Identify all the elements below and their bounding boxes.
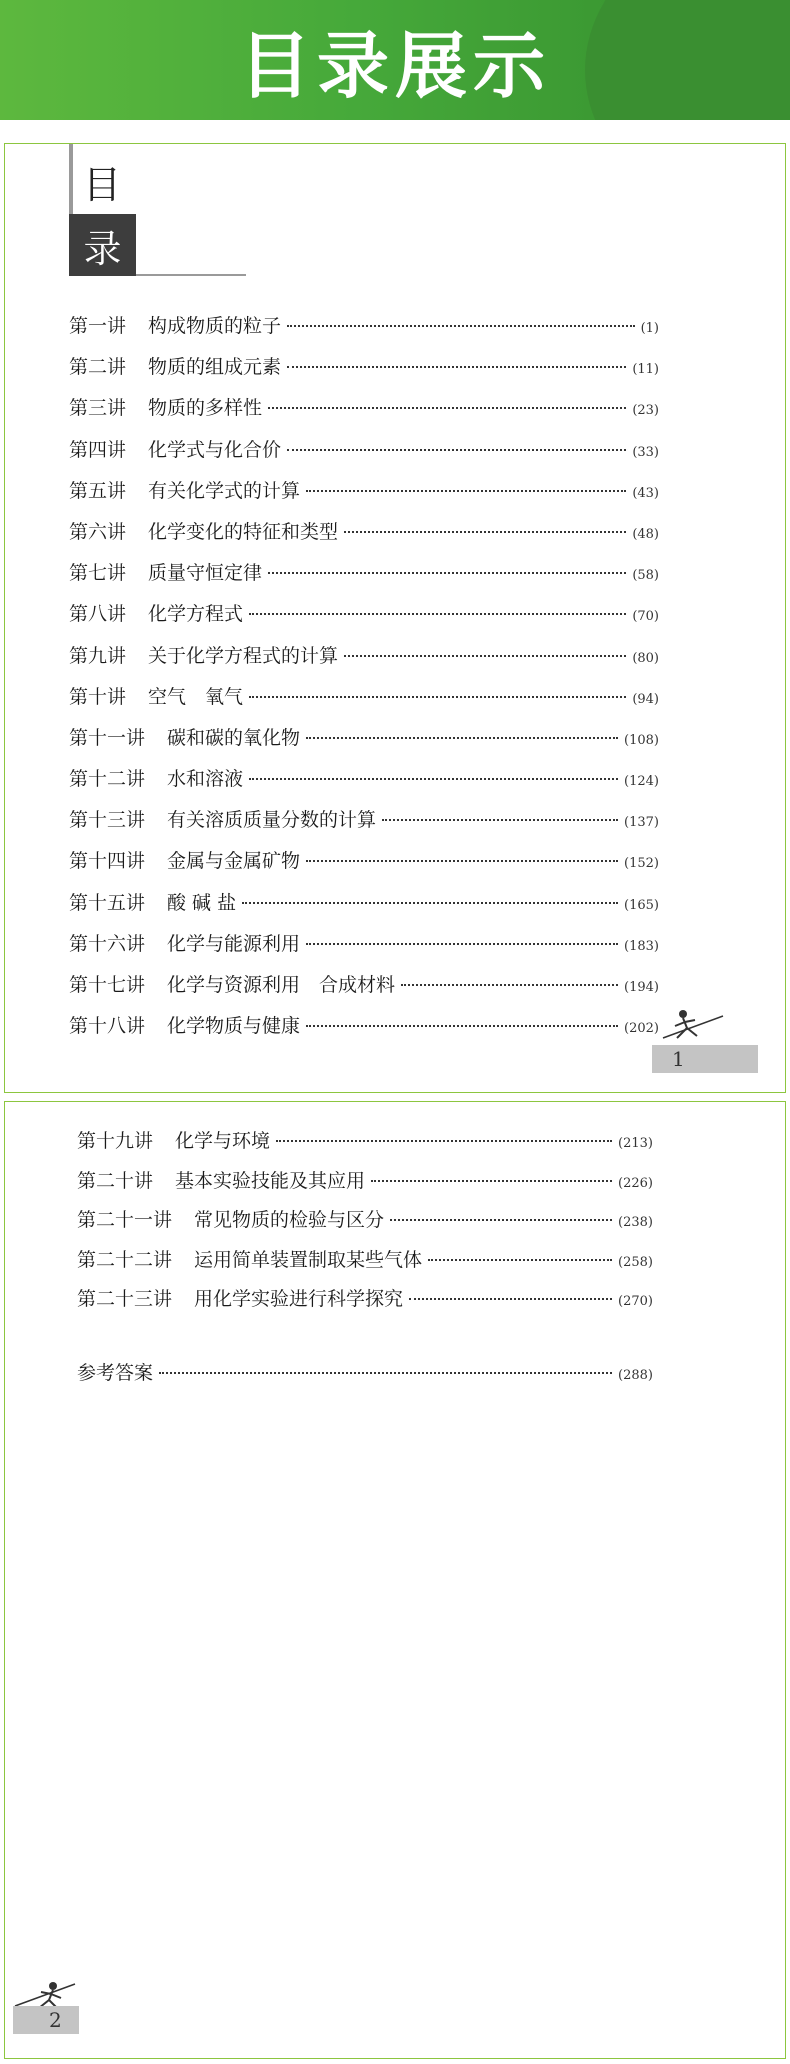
lecture-number: 第二十一讲: [77, 1209, 173, 1232]
lecture-title: 关于化学方程式的计算: [148, 644, 339, 667]
lecture-number: 第五讲: [69, 479, 127, 502]
toc-entry[interactable]: [69, 512, 659, 553]
page-ref: (70): [632, 609, 659, 625]
toc-entry-answers[interactable]: [77, 1354, 653, 1394]
javelin-thrower-icon: [661, 1004, 725, 1044]
lecture-title: 化学变化的特征和类型: [148, 520, 339, 543]
toc-entry[interactable]: [69, 636, 659, 677]
lecture-number: 第十九讲: [77, 1130, 154, 1152]
dot-leader: [306, 737, 618, 739]
toc-heading-lu: [69, 214, 136, 276]
lecture-number: 第十讲: [69, 685, 127, 708]
toc-entry[interactable]: [77, 1241, 653, 1281]
toc-heading-mu: 目: [83, 163, 122, 207]
page-ref: (152): [624, 856, 659, 872]
page-ref: (1): [640, 321, 659, 336]
dot-leader: [371, 1180, 612, 1182]
lecture-title: 空气 氧气: [148, 685, 244, 708]
lecture-number: 第七讲: [69, 562, 127, 585]
banner-title: 目录展示: [238, 24, 551, 108]
toc-entry[interactable]: [69, 677, 659, 718]
dot-leader: [306, 1025, 618, 1027]
lecture-title: 化学与资源利用 合成材料: [167, 974, 396, 996]
toc-entry[interactable]: [69, 594, 659, 635]
dot-leader: [249, 613, 626, 615]
page-ref: (80): [632, 650, 659, 666]
page-ref: (23): [632, 403, 659, 419]
page-ref: (58): [632, 568, 659, 584]
lecture-number: 第十一讲: [69, 726, 146, 749]
toc-entry[interactable]: [69, 718, 659, 759]
toc-entry[interactable]: [77, 1162, 653, 1202]
page-ref: (165): [624, 897, 659, 913]
dot-leader: [159, 1372, 612, 1374]
dot-leader: [401, 984, 618, 986]
lecture-title: 有关溶质质量分数的计算: [167, 809, 377, 832]
lecture-title: 有关化学式的计算: [148, 479, 301, 502]
toc-entry[interactable]: [69, 1006, 659, 1047]
toc-entry[interactable]: [69, 388, 659, 429]
dot-leader: [268, 407, 626, 409]
lecture-number: 第十三讲: [69, 809, 146, 832]
page-ref: (288): [618, 1367, 653, 1383]
lecture-number: 第二十二讲: [77, 1248, 173, 1271]
toc-entry[interactable]: [69, 924, 659, 965]
toc-entry[interactable]: [69, 471, 659, 512]
lecture-title: 金属与金属矿物: [167, 850, 301, 873]
page-ref: (137): [624, 815, 659, 831]
lecture-number: 第十二讲: [69, 768, 146, 791]
toc-entry[interactable]: [77, 1122, 653, 1162]
dot-leader: [306, 490, 626, 492]
dot-leader: [344, 655, 626, 657]
lecture-title: 化学与能源利用: [167, 932, 301, 955]
lecture-number: 第十六讲: [69, 932, 146, 955]
dot-leader: [306, 943, 618, 945]
dot-leader: [382, 819, 618, 821]
toc-entry[interactable]: [69, 347, 659, 388]
dot-leader: [390, 1219, 612, 1221]
page-number: 1: [652, 1045, 758, 1073]
lecture-title: 用化学实验进行科学探究: [194, 1288, 404, 1311]
toc-entry[interactable]: [69, 841, 659, 882]
dot-leader: [287, 325, 635, 327]
lecture-number: 第十七讲: [69, 974, 146, 996]
toc-entry[interactable]: [69, 306, 659, 347]
page-ref: (124): [624, 774, 659, 790]
dot-leader: [242, 902, 618, 904]
toc-entry[interactable]: [69, 965, 659, 1006]
dot-leader: [249, 696, 626, 698]
page-ref: (33): [632, 444, 659, 460]
toc-entry[interactable]: [77, 1280, 653, 1320]
page-ref: (94): [632, 691, 659, 707]
lecture-number: 第八讲: [69, 603, 127, 626]
page-ref: (202): [624, 1021, 659, 1037]
lecture-title: 质量守恒定律: [148, 562, 263, 585]
lecture-title: 物质的组成元素: [148, 356, 282, 379]
toc-entry[interactable]: [69, 553, 659, 594]
toc-entry[interactable]: [69, 883, 659, 924]
dot-leader: [287, 449, 626, 451]
toc-heading-lu-text: 录: [83, 226, 122, 271]
toc-entry[interactable]: [77, 1201, 653, 1241]
page-number: 2: [13, 2006, 79, 2034]
lecture-number: 第九讲: [69, 644, 127, 667]
page-ref: (238): [618, 1215, 653, 1231]
toc-list: [77, 1122, 653, 1394]
lecture-title: 化学方程式: [148, 603, 244, 626]
lecture-number: 第十四讲: [69, 850, 146, 873]
page-ref: (194): [624, 980, 659, 995]
header-banner: [0, 0, 790, 120]
dot-leader: [249, 778, 618, 780]
lecture-number: 第二讲: [69, 356, 127, 379]
toc-entry[interactable]: [69, 430, 659, 471]
toc-page-1: [4, 143, 786, 1093]
lecture-title: 碳和碳的氧化物: [167, 726, 301, 749]
dot-leader: [409, 1298, 612, 1300]
page-ref: (258): [618, 1254, 653, 1270]
heading-rule-horizontal: [136, 274, 246, 276]
lecture-title: 基本实验技能及其应用: [175, 1169, 366, 1192]
toc-entry[interactable]: [69, 759, 659, 800]
page-ref: (183): [624, 938, 659, 954]
toc-list: [69, 306, 659, 1047]
dot-leader: [268, 572, 626, 574]
page-ref: (48): [632, 526, 659, 542]
lecture-title: 水和溶液: [167, 768, 244, 791]
lecture-title: 化学与环境: [175, 1130, 271, 1152]
lecture-title: 酸 碱 盐: [167, 891, 237, 914]
lecture-number: 第四讲: [69, 438, 127, 461]
page-ref: (108): [624, 732, 659, 748]
lecture-number: 第三讲: [69, 397, 127, 420]
lecture-title: 常见物质的检验与区分: [194, 1209, 385, 1232]
dot-leader: [287, 366, 626, 368]
lecture-number: 第二十讲: [77, 1169, 154, 1192]
dot-leader: [428, 1259, 612, 1261]
page-ref: (226): [618, 1175, 653, 1191]
dot-leader: [344, 531, 626, 533]
lecture-number: 第六讲: [69, 520, 127, 543]
toc-page-2: [4, 1101, 786, 2059]
lecture-number: 第一讲: [69, 315, 127, 337]
lecture-title: 物质的多样性: [148, 397, 263, 420]
dot-leader: [276, 1140, 612, 1142]
page-ref: (11): [632, 362, 659, 378]
page-ref: (43): [632, 485, 659, 501]
lecture-title: 化学物质与健康: [167, 1015, 301, 1038]
page-ref: (213): [618, 1136, 653, 1151]
answers-title: 参考答案: [77, 1361, 154, 1384]
lecture-number: 第十八讲: [69, 1015, 146, 1038]
lecture-number: 第十五讲: [69, 891, 146, 914]
lecture-title: 运用简单装置制取某些气体: [194, 1248, 423, 1271]
lecture-title: 构成物质的粒子: [148, 315, 282, 337]
toc-entry[interactable]: [69, 800, 659, 841]
page-ref: (270): [618, 1294, 653, 1310]
lecture-title: 化学式与化合价: [148, 438, 282, 461]
lecture-number: 第二十三讲: [77, 1288, 173, 1311]
dot-leader: [306, 860, 618, 862]
